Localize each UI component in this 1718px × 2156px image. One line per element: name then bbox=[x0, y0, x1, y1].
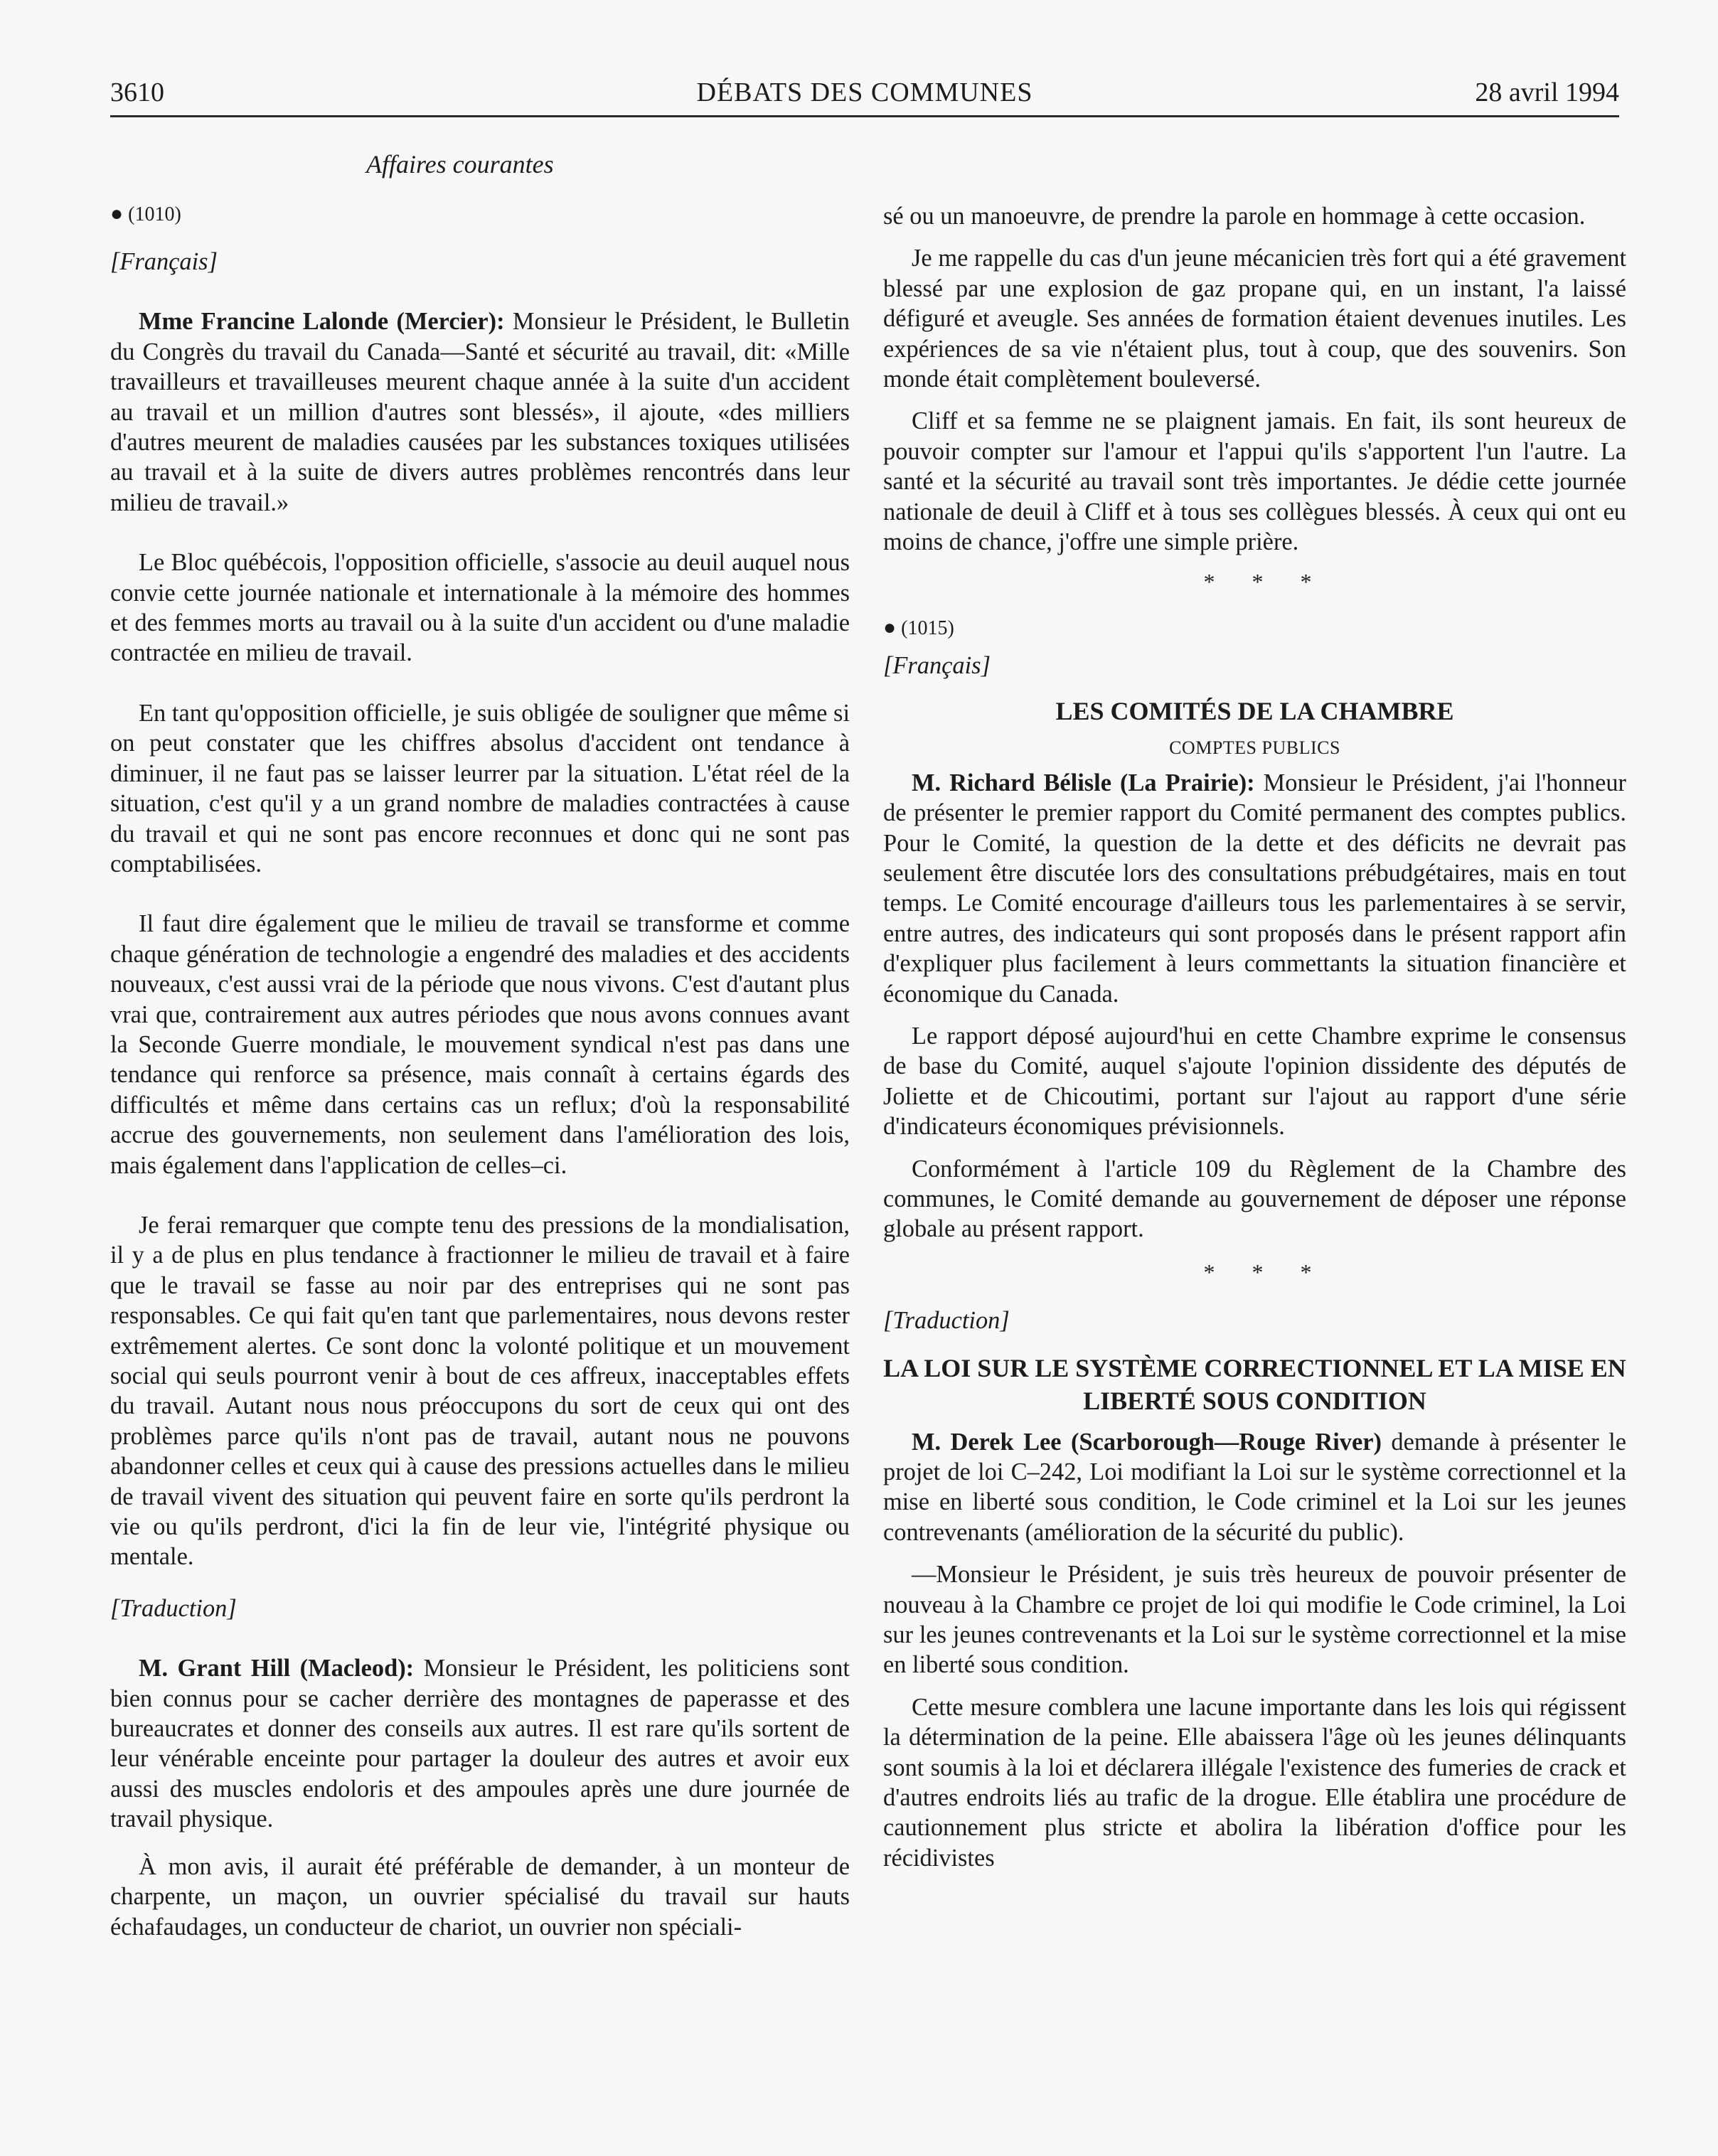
speaker-name: M. Grant Hill (Macleod): bbox=[139, 1655, 415, 1682]
speech-paragraph bbox=[883, 768, 1626, 1009]
bullet-icon: ● bbox=[883, 615, 897, 639]
section-separator: * * * bbox=[1203, 569, 1328, 595]
left-column bbox=[110, 199, 850, 1942]
speech-paragraph: Cliff et sa femme ne se plaignent jamais. En fait, ils sont heureux de pouvoir compter sur l'amour et l'appui qu'ils s'apportent l'un l'autre. La santé et la sécurité au travail sont très importantes. Je dédie cette journée nationale de deuil à Cliff et à tous ses collègues blessés. À ceux qui ont eu moins de chance, j'offre une simple prière. bbox=[883, 407, 1626, 556]
section-heading: LA LOI SUR LE SYSTÈME CORRECTIONNEL ET LA MISE EN LIBERTÉ SOUS CONDITION bbox=[883, 1353, 1626, 1415]
page-number: 3610 bbox=[110, 78, 164, 107]
speech-paragraph: Le Bloc québécois, l'opposition officielle, s'associe au deuil auquel nous convie cette journée nationale et internationale à la mémoire des hommes et des femmes morts au travail ou à la suite d'un accident ou d'une maladie contractée en milieu de travail. bbox=[110, 549, 850, 667]
subsection-heading: COMPTES PUBLICS bbox=[1169, 737, 1340, 759]
language-tag: [Traduction] bbox=[110, 1594, 237, 1622]
speaker-name: M. Derek Lee (Scarborough—Rouge River) bbox=[912, 1428, 1382, 1456]
speech-paragraph: Cette mesure comblera une lacune importante dans les lois qui régissent la détermination de la peine. Elle abaissera l'âge où les jeunes délinquants sont soumis à la loi et déclarera illégale l'existence des fumeries de crack et d'autres endroits liés au trafic de la drogue. Elle établira une procédure de cautionnement plus stricte et abolira la libération d'office pour les récidivistes bbox=[883, 1693, 1626, 1872]
speech-paragraph: Le rapport déposé aujourd'hui en cette Chambre exprime le consensus de base du Comité, auquel s'ajoute l'opinion dissidente des députés de Joliette et de Chicoutimi, portant sur l'ajout au rapport d'une série d'indicateurs économiques prévisionnels. bbox=[883, 1022, 1626, 1141]
speech-text: demande à présenter le projet de loi C–242, Loi modifiant la Loi sur le système correctionnel et la mise en liberté sous condition, le Code criminel et la Loi sur les jeunes contrevenants (amélioration de la sécurité du public). bbox=[883, 1428, 1626, 1546]
speech-paragraph bbox=[110, 306, 850, 518]
timestamp-1015 bbox=[883, 613, 1626, 644]
speech-paragraph: Je ferai remarquer que compte tenu des pressions de la mondialisation, il y a de plus en plus tendance à fractionner le milieu de travail et à faire que le travail se fasse au noir par des entreprises qui ne sont pas responsables. Ce qui fait qu'en tant que parlementaires, nous devons rester extrêmement alertes. Ce sont donc la volonté politique et un mouvement social qui seuls pourront venir à bout de ces affreux, inacceptables effets du travail. Autant nous nous préoccupons du sort de ceux qui ont des problèmes parce qu'ils n'ont pas de travail, autant nous ne pouvons abandonner celles et ceux qui à cause des pressions actuelles dans le milieu de travail vivent des situation qui peuvent faire en sorte qu'ils perdront la vie ou qu'ils perdront, d'ici la fin de leur vie, l'intégrité physique ou mentale. bbox=[110, 1211, 850, 1571]
speech-paragraph: Il faut dire également que le milieu de travail se transforme et comme chaque génération de technologie a engendré des maladies et des accidents nouveaux, c'est aussi vrai de la période que nous vivons. C'est d'autant plus vrai que, contrairement aux autres périodes que nous avons connues avant la Seconde Guerre mondiale, le mouvement syndical n'est pas dans une tendance qui renforce sa présence, mais connaît à certains égards des difficultés et même dans certains cas un reflux; d'où la responsabilité accrue des gouvernements, non seulement dans l'amélioration des lois, mais également dans l'application de celles–ci. bbox=[110, 910, 850, 1179]
speech-paragraph bbox=[110, 1653, 850, 1834]
timestamp-text: (1010) bbox=[128, 203, 181, 225]
speaker-name: M. Richard Bélisle (La Prairie): bbox=[912, 769, 1255, 796]
publication-title: DÉBATS DES COMMUNES bbox=[696, 78, 1033, 107]
page-date: 28 avril 1994 bbox=[1475, 78, 1619, 107]
speaker-name: Mme Francine Lalonde (Mercier): bbox=[139, 308, 505, 336]
timestamp-text: (1015) bbox=[901, 617, 954, 639]
section-heading: LES COMITÉS DE LA CHAMBRE bbox=[1055, 697, 1454, 726]
speech-paragraph: sé ou un manoeuvre, de prendre la parole en hommage à cette occasion. bbox=[883, 203, 1586, 230]
language-tag: [Français] bbox=[110, 248, 218, 275]
speech-text: Monsieur le Président, les politiciens sont bien connus pour se cacher derrière des montagnes de paperasse et des bureaucrates et donner des conseils aux autres. Il est rare qu'ils sortent de leur vénérable enceinte pour partager la douleur des autres et avoir eux aussi des muscles endoloris et des ampoules après une dure journée de travail physique. bbox=[110, 1655, 850, 1833]
timestamp-1010 bbox=[110, 199, 850, 230]
section-rubric: Affaires courantes bbox=[366, 150, 554, 178]
page-header bbox=[110, 70, 1619, 117]
speech-paragraph bbox=[883, 1427, 1626, 1548]
speech-paragraph: À mon avis, il aurait été préférable de demander, à un monteur de charpente, un maçon, un ouvrier spécialisé du travail sur hauts échafaudages, un conducteur de chariot, un ouvrier non spéciali- bbox=[110, 1852, 850, 1941]
bullet-icon: ● bbox=[110, 202, 124, 225]
speech-text: Monsieur le Président, j'ai l'honneur de présenter le premier rapport du Comité permanent des comptes publics. Pour le Comité, la question de la dette et des déficits ne devrait pas seulement être discutée lors des consultations prébudgétaires, mais en tout temps. Le Comité encourage d'ailleurs tous les parlementaires à se servir, entre autres, des indicateurs qui sont proposés dans le présent rapport afin d'expliquer plus facilement à leurs commettants la situation financière et économique du Canada. bbox=[883, 769, 1626, 1008]
section-separator: * * * bbox=[1203, 1259, 1328, 1285]
speech-paragraph: —Monsieur le Président, je suis très heureux de pouvoir présenter de nouveau à la Chambre ce projet de loi qui modifie le Code criminel, la Loi sur les jeunes contrevenants et la Loi sur le système correctionnel et la mise en liberté sous condition. bbox=[883, 1561, 1626, 1679]
right-column bbox=[883, 201, 1626, 1873]
speech-text: Monsieur le Président, le Bulletin du Congrès du travail du Canada—Santé et sécurité au travail, dit: «Mille travailleurs et travailleuses meurent chaque année à la suite d'un accident au travail et un million d'autres sont blessés», il ajoute, «des milliers d'autres meurent de maladies causées par les substances toxiques utilisées au travail et à la suite de divers autres problèmes rencontrés dans leur milieu de travail.» bbox=[110, 308, 850, 516]
language-tag: [Français] bbox=[883, 651, 991, 679]
speech-paragraph: Je me rappelle du cas d'un jeune mécanicien très fort qui a été gravement blessé par une explosion de gaz propane qui, en un instant, l'a laissé défiguré et aveugle. Ses années de formation étaient devenues inutiles. Les expériences de sa vie n'étaient plus, tout à coup, que des souvenirs. Son monde était complètement bouleversé. bbox=[883, 245, 1626, 393]
speech-paragraph: En tant qu'opposition officielle, je suis obligée de souligner que même si on peut constater que les chiffres absolus d'accident ont tendance à diminuer, il ne faut pas se laisser leurrer par la situation. L'état réel de la situation, c'est qu'il y a un grand nombre de maladies contractées à cause du travail et qui ne sont pas encore reconnues et donc qui ne sont pas comptabilisées. bbox=[110, 699, 850, 877]
speech-paragraph: Conformément à l'article 109 du Règlement de la Chambre des communes, le Comité demande au gouvernement de déposer une réponse globale au présent rapport. bbox=[883, 1155, 1626, 1243]
language-tag: [Traduction] bbox=[883, 1307, 1010, 1335]
